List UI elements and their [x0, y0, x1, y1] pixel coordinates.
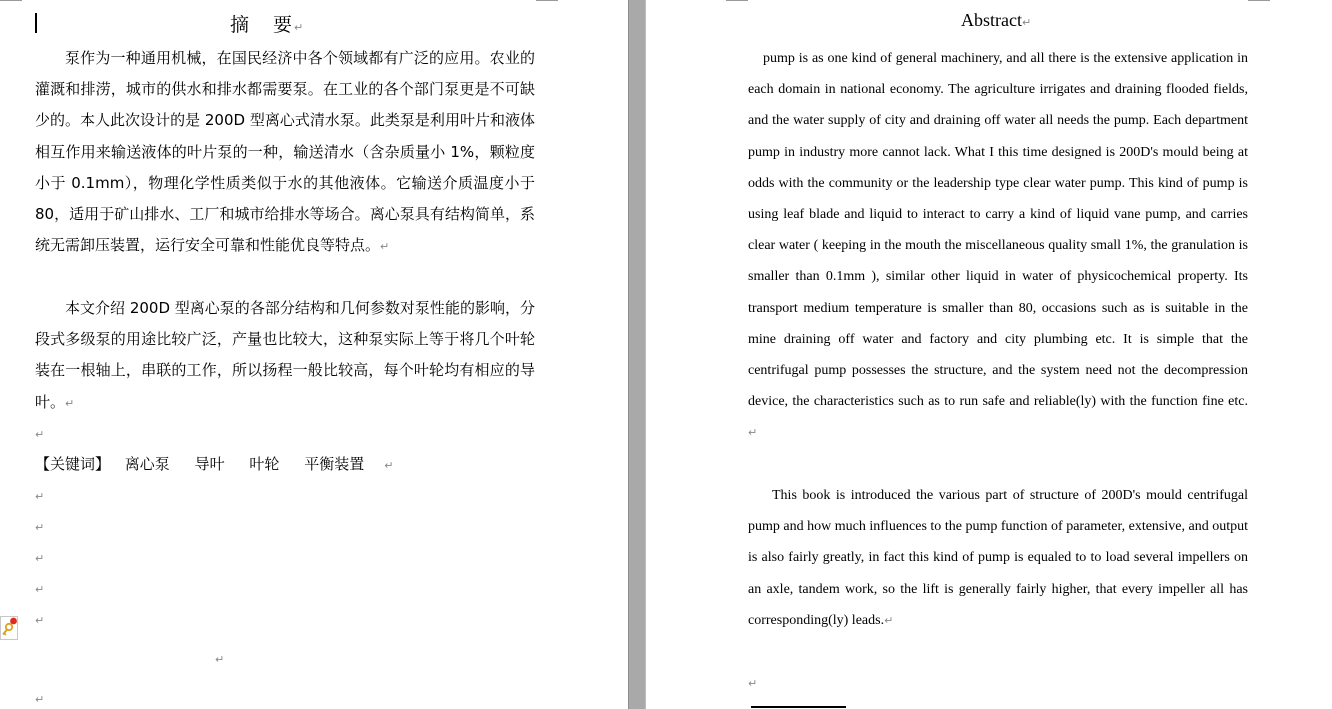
paragraph-mark-icon: ↵	[380, 240, 390, 254]
left-page[interactable]	[0, 0, 628, 709]
paragraph-mark-icon: ↵	[35, 428, 45, 441]
abstract-paragraph-cn-2[interactable]: 本文介绍 200D 型离心泵的各部分结构和几何参数对泵性能的影响，分段式多级泵的用途比较广泛，产量也比较大，这种泵实际上等于将几个叶轮装在一根轴上，串联的工作，所以扬程一般比较高，每个叶轮均有相应的导叶。↵	[35, 299, 535, 411]
keyword: 离心泵	[124, 455, 170, 473]
paragraph-mark-icon: ↵	[1021, 16, 1032, 29]
paragraph-mark-icon: ↵	[35, 693, 45, 706]
page-corner-mark	[726, 0, 748, 1]
page-title-cn: 摘 要↵	[230, 14, 306, 36]
abstract-paragraph-cn-1[interactable]: 泵作为一种通用机械，在国民经济中各个领域都有广泛的应用。农业的灌溉和排涝，城市的供水和排水都需要泵。在工业的各个部门泵更是不可缺少的。本人此次设计的是 200D 型离心式清水泵。此类泵是利用叶片和液体相互作用来输送液体的叶片泵的一种，输送清水（含杂质量小 1%，颗粒度小于 0.1mm），物理化学性质类似于水的其他液体。它输送介质温度小于 80，适用于矿山排水、工厂和城市给排水等场合。离心泵具有结构简单，系统无需卸压装置，运行安全可靠和性能优良等特点。↵	[35, 49, 535, 255]
paragraph-mark-icon: ↵	[35, 552, 45, 565]
abstract-paragraph-en-1[interactable]: pump is as one kind of general machinery, and all there is the extensive application in each domain in national economy. The agriculture irrigates and draining flooded fields, and the water supply of city and draining off water all needs the pump. Each department pump in industry more cannot lack. What I this time designed is 200D's mould being at odds with the community or the leadership type clear water pump. This kind of pump is using leaf blade and liquid to interact to carry a kind of liquid vane pump, and carries clear water ( keeping in the mouth the miscellaneous quality small 1%, the granulation is smaller than 0.1mm ), similar other liquid in water of physicochemical property. Its transport medium temperature is smaller than 80, occasions such as is suitable in the mine draining off water and factory and city plumbing etc. It is simple that the centrifugal pump possesses the structure, and the system need not the decompression device, the characteristics such as to run safe and reliable(ly) with the function fine etc. ↵	[748, 51, 1248, 440]
page-corner-mark	[536, 0, 558, 1]
paragraph-mark-icon: ↵	[35, 490, 45, 503]
keyword: 叶轮	[249, 455, 280, 473]
keywords-line[interactable]	[35, 453, 393, 474]
paragraph-mark-icon: ↵	[748, 426, 758, 440]
paragraph-mark-icon: ↵	[35, 583, 45, 596]
paragraph-mark-icon: ↵	[294, 21, 306, 34]
keyword: 平衡装置	[304, 455, 365, 473]
paragraph-mark-icon: ↵	[884, 613, 894, 627]
keyword: 导叶	[194, 455, 225, 473]
text-cursor	[35, 13, 37, 33]
page-corner-mark	[0, 0, 22, 1]
right-page[interactable]	[646, 0, 1332, 709]
paragraph-mark-icon: ↵	[65, 396, 75, 410]
abstract-paragraph-en-2[interactable]: This book is introduced the various part of structure of 200D's mould centrifugal pump and how much influences to the pump function of parameter, extensive, and output is also fairly greatly, in fact this kind of pump is equaled to to load several impellers on an axle, tandem work, so the lift is generally fairly higher, that every impeller all has corresponding(ly) leads.↵	[748, 488, 1248, 628]
paragraph-mark-icon: ↵	[748, 677, 758, 690]
paragraph-mark-icon: ↵	[384, 459, 394, 472]
paragraph-mark-icon: ↵	[35, 614, 45, 627]
page-title-en: Abstract↵	[961, 10, 1032, 30]
paragraph-mark-icon: ↵	[35, 521, 45, 534]
paragraph-mark-icon: ↵	[215, 653, 225, 666]
page-corner-mark	[1248, 0, 1270, 1]
smart-tag-key-icon[interactable]	[0, 616, 18, 640]
keywords-label: 【关键词】	[35, 455, 111, 473]
page-gutter	[628, 0, 646, 709]
